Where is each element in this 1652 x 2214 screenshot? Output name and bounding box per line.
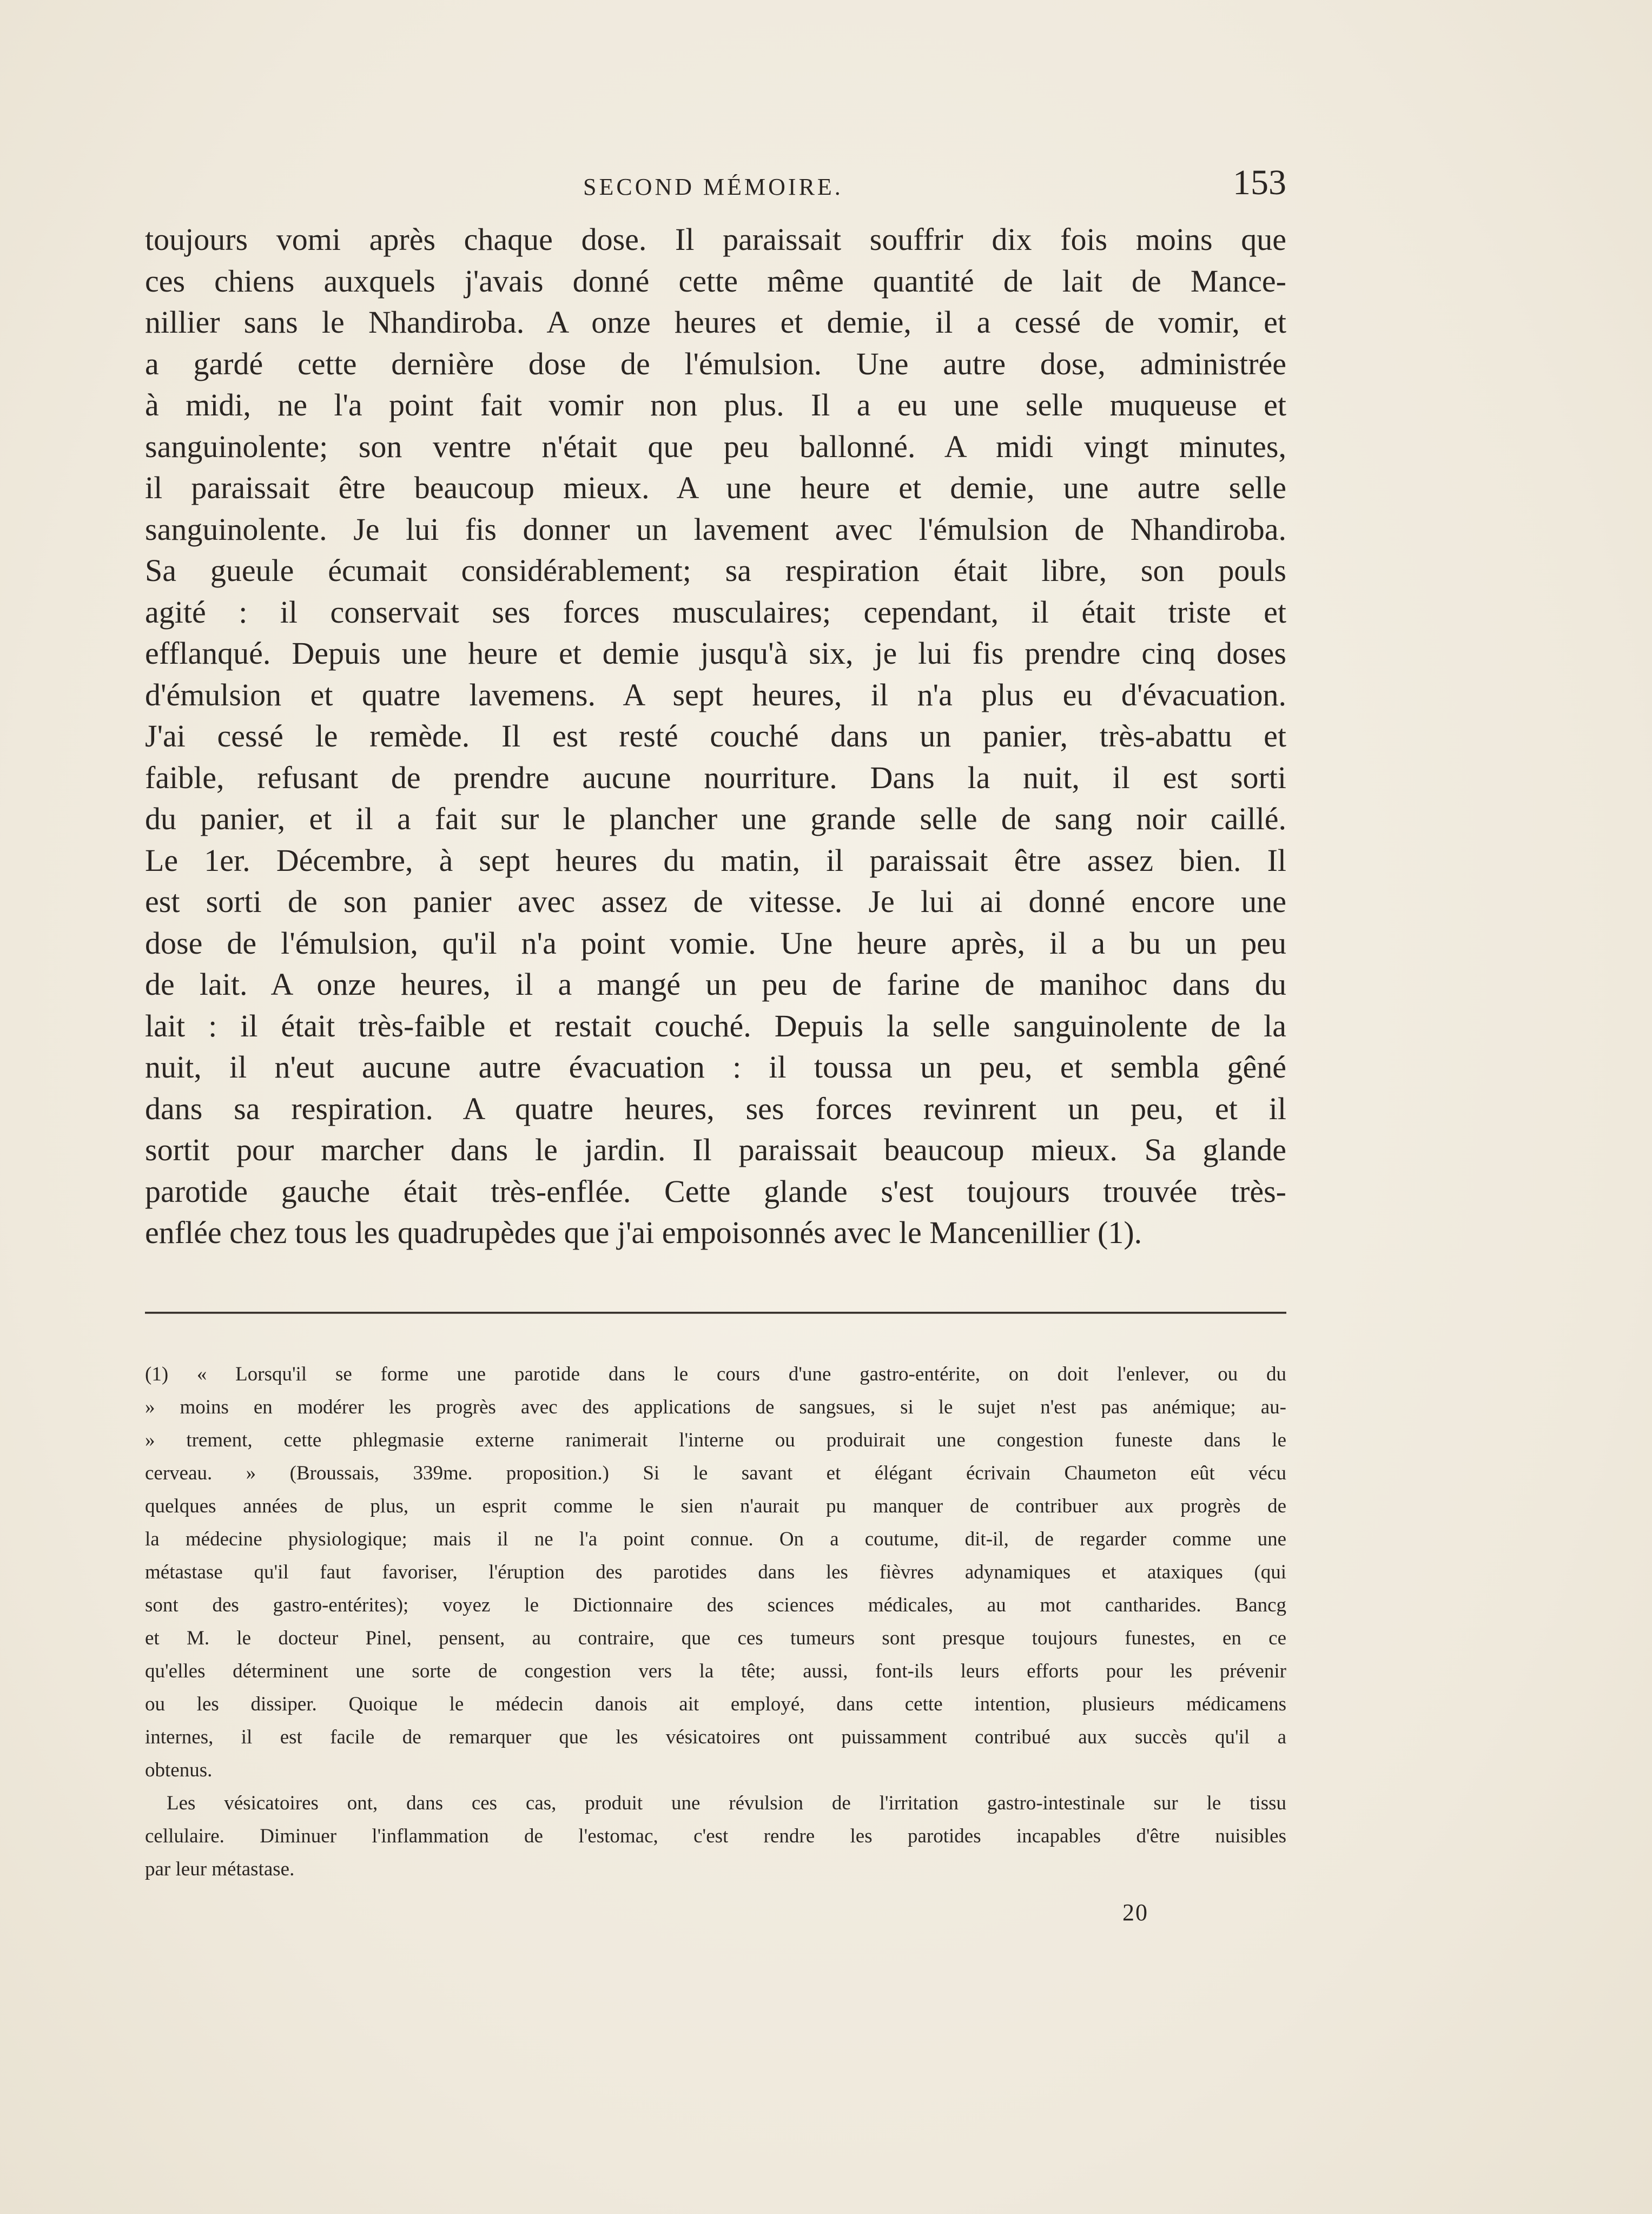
text-line: nuit, il n'eut aucune autre évacuation : il toussa un peu, et sembla gêné bbox=[145, 1049, 1286, 1085]
footnote-line: et M. le docteur Pinel, pensent, au contraire, que ces tumeurs sont presque toujours funestes, en ce bbox=[145, 1627, 1286, 1649]
footnote-line: » trement, cette phlegmasie externe ranimerait l'interne ou produirait une congestion funeste dans le bbox=[145, 1429, 1286, 1451]
footnote-line: cellulaire. Diminuer l'inflammation de l'estomac, c'est rendre les parotides incapables d'être nuisibles bbox=[145, 1825, 1286, 1847]
footnote-line: Les vésicatoires ont, dans ces cas, produit une révulsion de l'irritation gastro-intestinale sur le tissu bbox=[167, 1792, 1286, 1814]
text-line: sortit pour marcher dans le jardin. Il paraissait beaucoup mieux. Sa glande bbox=[145, 1132, 1286, 1167]
page-number: 153 bbox=[1233, 163, 1286, 202]
text-line: faible, refusant de prendre aucune nourriture. Dans la nuit, il est sorti bbox=[145, 759, 1286, 795]
footnote-line: la médecine physiologique; mais il ne l'a point connue. On a coutume, dit-il, de regarder comme une bbox=[145, 1528, 1286, 1550]
text-line: Le 1er. Décembre, à sept heures du matin, il paraissait être assez bien. Il bbox=[145, 842, 1286, 878]
text-line: lait : il était très-faible et restait couché. Depuis la selle sanguinolente de la bbox=[145, 1008, 1286, 1043]
text-line: sanguinolente; son ventre n'était que peu ballonné. A midi vingt minutes, bbox=[145, 428, 1286, 464]
text-line: a gardé cette dernière dose de l'émulsion. Une autre dose, administrée bbox=[145, 346, 1286, 381]
text-line: agité : il conservait ses forces musculaires; cependant, il était triste et bbox=[145, 594, 1286, 630]
page-header bbox=[145, 162, 1286, 211]
footnote-line: par leur métastase. bbox=[145, 1858, 295, 1880]
footnote-line: sont des gastro-entérites); voyez le Dictionnaire des sciences médicales, au mot cantharides. Bancg bbox=[145, 1594, 1286, 1616]
footnotes bbox=[145, 1358, 1286, 1886]
text-line: ces chiens auxquels j'avais donné cette même quantité de lait de Mance- bbox=[145, 263, 1286, 299]
text-line: J'ai cessé le remède. Il est resté couché dans un panier, très-abattu et bbox=[145, 718, 1286, 754]
footnote-rule bbox=[145, 1312, 1286, 1314]
footnote-line: qu'elles déterminent une sorte de congestion vers la tête; aussi, font-ils leurs efforts pour les prévenir bbox=[145, 1660, 1286, 1682]
text-line: d'émulsion et quatre lavemens. A sept heures, il n'a plus eu d'évacuation. bbox=[145, 677, 1286, 712]
text-line: efflanqué. Depuis une heure et demie jusqu'à six, je lui fis prendre cinq doses bbox=[145, 636, 1286, 671]
footnote-line: (1) « Lorsqu'il se forme une parotide dans le cours d'une gastro-entérite, on doit l'enlever, ou du bbox=[145, 1363, 1286, 1385]
text-line: enflée chez tous les quadrupèdes que j'ai empoisonnés avec le Mancenillier (1). bbox=[145, 1215, 1142, 1250]
text-line: nillier sans le Nhandiroba. A onze heures et demie, il a cessé de vomir, et bbox=[145, 305, 1286, 340]
text-line: il paraissait être beaucoup mieux. A une heure et demie, une autre selle bbox=[145, 470, 1286, 505]
text-line: de lait. A onze heures, il a mangé un peu de farine de manihoc dans du bbox=[145, 967, 1286, 1002]
footnote-line: ou les dissiper. Quoique le médecin danois ait employé, dans cette intention, plusieurs médicamens bbox=[145, 1693, 1286, 1715]
signature-mark: 20 bbox=[1122, 1899, 1148, 1926]
text-line: à midi, ne l'a point fait vomir non plus. Il a eu une selle muqueuse et bbox=[145, 387, 1286, 422]
footnote-line: obtenus. bbox=[145, 1759, 213, 1781]
text-line: Sa gueule écumait considérablement; sa respiration était libre, son pouls bbox=[145, 553, 1286, 588]
footnote-line: cerveau. » (Broussais, 339me. proposition.) Si le savant et élégant écrivain Chaumeton eût vécu bbox=[145, 1462, 1286, 1484]
running-head: SECOND MÉMOIRE. bbox=[583, 174, 843, 200]
text-line: dose de l'émulsion, qu'il n'a point vomie. Une heure après, il a bu un peu bbox=[145, 925, 1286, 961]
footnote-line: internes, il est facile de remarquer que les vésicatoires ont puissamment contribué aux succès qu'il a bbox=[145, 1726, 1286, 1748]
text-line: dans sa respiration. A quatre heures, ses forces revinrent un peu, et il bbox=[145, 1091, 1286, 1126]
footnote-line: » moins en modérer les progrès avec des applications de sangsues, si le sujet n'est pas anémique; au- bbox=[145, 1396, 1286, 1418]
text-line: parotide gauche était très-enflée. Cette glande s'est toujours trouvée très- bbox=[145, 1173, 1286, 1209]
footnote-line: métastase qu'il faut favoriser, l'éruption des parotides dans les fièvres adynamiques et ataxiques (qui bbox=[145, 1561, 1286, 1583]
text-line: est sorti de son panier avec assez de vitesse. Je lui ai donné encore une bbox=[145, 884, 1286, 919]
text-line: du panier, et il a fait sur le plancher une grande selle de sang noir caillé. bbox=[145, 801, 1286, 836]
footnote-line: quelques années de plus, un esprit comme le sien n'aurait pu manquer de contribuer aux progrès de bbox=[145, 1495, 1286, 1517]
main-text bbox=[145, 219, 1286, 1254]
text-line: sanguinolente. Je lui fis donner un lavement avec l'émulsion de Nhandiroba. bbox=[145, 511, 1286, 547]
text-line: toujours vomi après chaque dose. Il paraissait souffrir dix fois moins que bbox=[145, 222, 1286, 257]
